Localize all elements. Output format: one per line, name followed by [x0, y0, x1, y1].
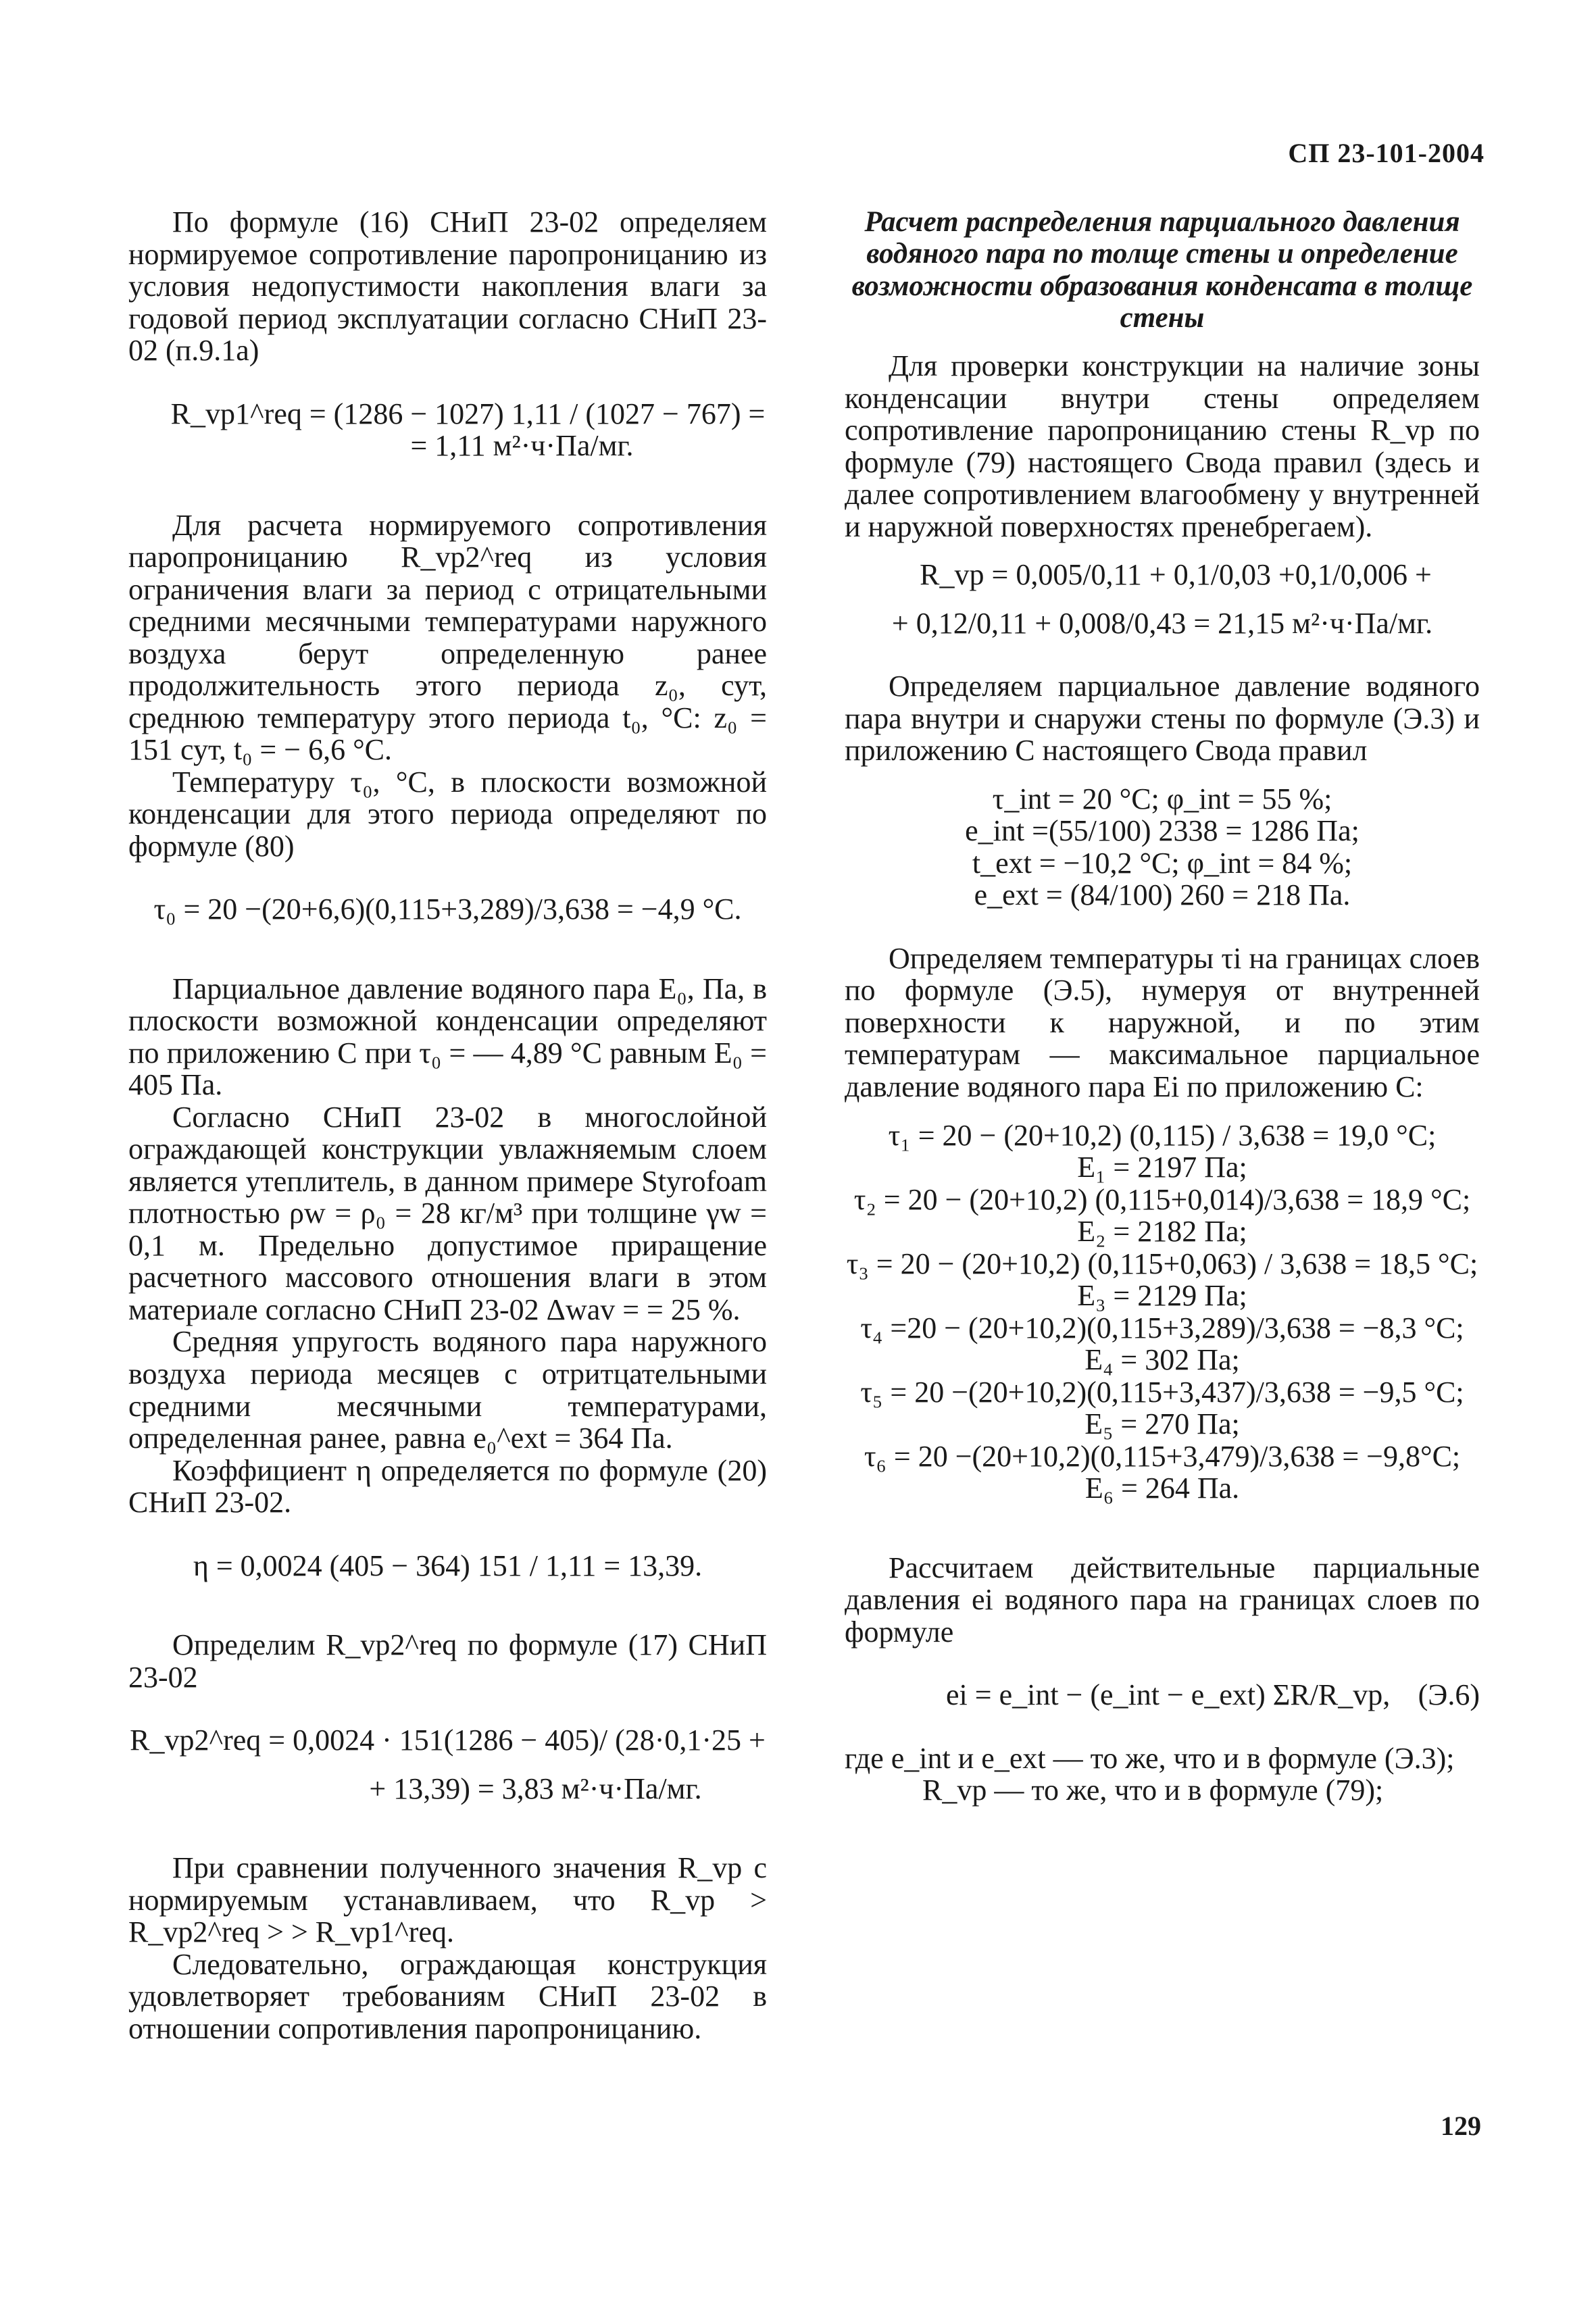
equation: R_vp1^req = (1286 − 1027) 1,11 / (1027 − 767) =: [170, 397, 766, 430]
paragraph: По формуле (16) СНиП 23-02 определяем нормируемое сопротивление паропроницанию из условия недопустимости накопления влаги за годовой период эксплуатации согласно СНиП 23-02 (п.9.1а): [128, 205, 767, 368]
equation: τ₅ = 20 −(20+10,2)(0,115+3,437)/3,638 = −9,5 °С;: [860, 1375, 1464, 1409]
equation: + 0,12/0,11 + 0,008/0,43 = 21,15 м²·ч·Па/мг.: [891, 606, 1433, 640]
equation: E₄ = 302 Па;: [1084, 1343, 1240, 1377]
paragraph: Температуру τ₀, °С, в плоскости возможной конденсации для этого периода определяют по формуле (80): [128, 765, 767, 863]
equation: + 13,39) = 3,83 м²·ч·Па/мг.: [369, 1771, 702, 1805]
equation: E₃ = 2129 Па;: [1077, 1279, 1247, 1313]
paragraph: Коэффициент η определяется по формуле (20) СНиП 23-02.: [128, 1453, 767, 1519]
left-column: [128, 206, 767, 2044]
equation: E₁ = 2197 Па;: [1077, 1151, 1247, 1184]
equation: τ₄ =20 − (20+10,2)(0,115+3,289)/3,638 = −8,3 °С;: [860, 1311, 1464, 1344]
equation: = 1,11 м²·ч·Па/мг.: [410, 429, 634, 463]
paragraph: При сравнении полученного значения R_vp с нормируемым устанавливаем, что R_vp > R_vp2^req > > R_vp1^req.: [128, 1851, 767, 1949]
equation: τ₂ = 20 − (20+10,2) (0,115+0,014)/3,638 = 18,9 °С;: [853, 1182, 1471, 1216]
equation: τ₀ = 20 −(20+6,6)(0,115+3,289)/3,638 = −4,9 °С.: [153, 892, 742, 926]
equation: e_ext = (84/100) 260 = 218 Па.: [974, 878, 1351, 912]
right-column: [845, 206, 1480, 1807]
definition-line: R_vp — то же, что и в формуле (79);: [922, 1774, 1384, 1807]
paragraph: Парциальное давление водяного пара E₀, Па, в плоскости возможной конденсации определяют по приложению С при τ₀ = — 4,89 °С равным E₀ = 405 Па.: [128, 972, 767, 1102]
equation: E₆ = 264 Па.: [1084, 1472, 1240, 1505]
equation: E₂ = 2182 Па;: [1077, 1215, 1247, 1249]
paragraph: Следовательно, ограждающая конструкция удовлетворяет требованиям СНиП 23-02 в отношении сопротивления паропроницанию.: [128, 1947, 767, 2045]
paragraph: Определим R_vp2^req по формуле (17) СНиП 23-02: [128, 1628, 767, 1694]
paragraph: Согласно СНиП 23-02 в многослойной ограждающей конструкции увлажняемым слоем является утеплитель, в данном примере Styrofoam плотностью ρw = ρ₀ = 28 кг/м³ при толщине γw = 0,1 м. Предельно допустимое приращение расчетного массового отношения влаги в этом материале согласно СНиП 23-02 Δwav = = 25 %.: [128, 1100, 767, 1326]
paragraph: Определяем парциальное давление водяного пара внутри и снаружи стены по формуле (Э.3) и приложению С настоящего Свода правил: [845, 670, 1480, 768]
paragraph: Рассчитаем действительные парциальные давления ei водяного пара на границах слоев по формуле: [845, 1551, 1480, 1649]
equation: η = 0,0024 (405 − 364) 151 / 1,11 = 13,39.: [193, 1549, 703, 1582]
page-number: 129: [1441, 2111, 1481, 2141]
document-code: СП 23-101-2004: [1288, 138, 1485, 168]
equation: τ_int = 20 °С; φ_int = 55 %;: [992, 782, 1332, 815]
numbered-equation: [845, 1679, 1480, 1711]
equation: τ₁ = 20 − (20+10,2) (0,115) / 3,638 = 19,0 °С;: [888, 1118, 1437, 1152]
equation: t_ext = −10,2 °С; φ_int = 84 %;: [972, 846, 1353, 880]
equation: e_int =(55/100) 2338 = 1286 Па;: [965, 814, 1360, 848]
equation: R_vp = 0,005/0,11 + 0,1/0,03 +0,1/0,006 +: [920, 558, 1432, 592]
equation: τ₆ = 20 −(20+10,2)(0,115+3,479)/3,638 = −9,8°С;: [864, 1439, 1461, 1473]
definition-line: где e_int и e_ext — то же, что и в формуле (Э.3);: [845, 1741, 1455, 1775]
paragraph: Для проверки конструкции на наличие зоны конденсации внутри стены определяем сопротивление паропроницанию стены R_vp по формуле (79) настоящего Свода правил (здесь и далее сопротивлением влагообмену у внутренней и наружной поверхностях пренебрегаем).: [845, 349, 1480, 543]
equation: E₅ = 270 Па;: [1084, 1407, 1240, 1441]
paragraph: Средняя упругость водяного пара наружного воздуха периода месяцев с отритцательными средними месячными температурами, определенная ранее, равна e₀^ext = 364 Па.: [128, 1325, 767, 1455]
equation: τ₃ = 20 − (20+10,2) (0,115+0,063) / 3,638 = 18,5 °С;: [846, 1247, 1478, 1280]
section-title: Расчет распределения парциального давления водяного пара по толще стены и определение возможности образования конденсата в толще стены: [851, 206, 1473, 334]
paragraph: Для расчета нормируемого сопротивления паропроницанию R_vp2^req из условия ограничения влаги за период с отрицательными средними месячными температурами наружного воздуха берут определенную ранее продолжительность этого периода z₀, сут, среднюю температуру этого периода t₀, °С: z₀ = 151 сут, t₀ = − 6,6 °С.: [128, 508, 767, 767]
equation: ei = e_int − (e_int − e_ext) ΣR/R_vp,: [946, 1678, 1391, 1712]
equation: R_vp2^req = 0,0024 · 151(1286 − 405)/ (28·0,1·25 +: [130, 1724, 766, 1757]
equation-number: (Э.6): [1418, 1678, 1480, 1712]
paragraph: Определяем температуры τi на границах слоев по формуле (Э.5), нумеруя от внутренней поверхности к наружной, и по этим температурам — максимальное парциальное давление водяного пара Ei по приложению С:: [845, 941, 1480, 1103]
